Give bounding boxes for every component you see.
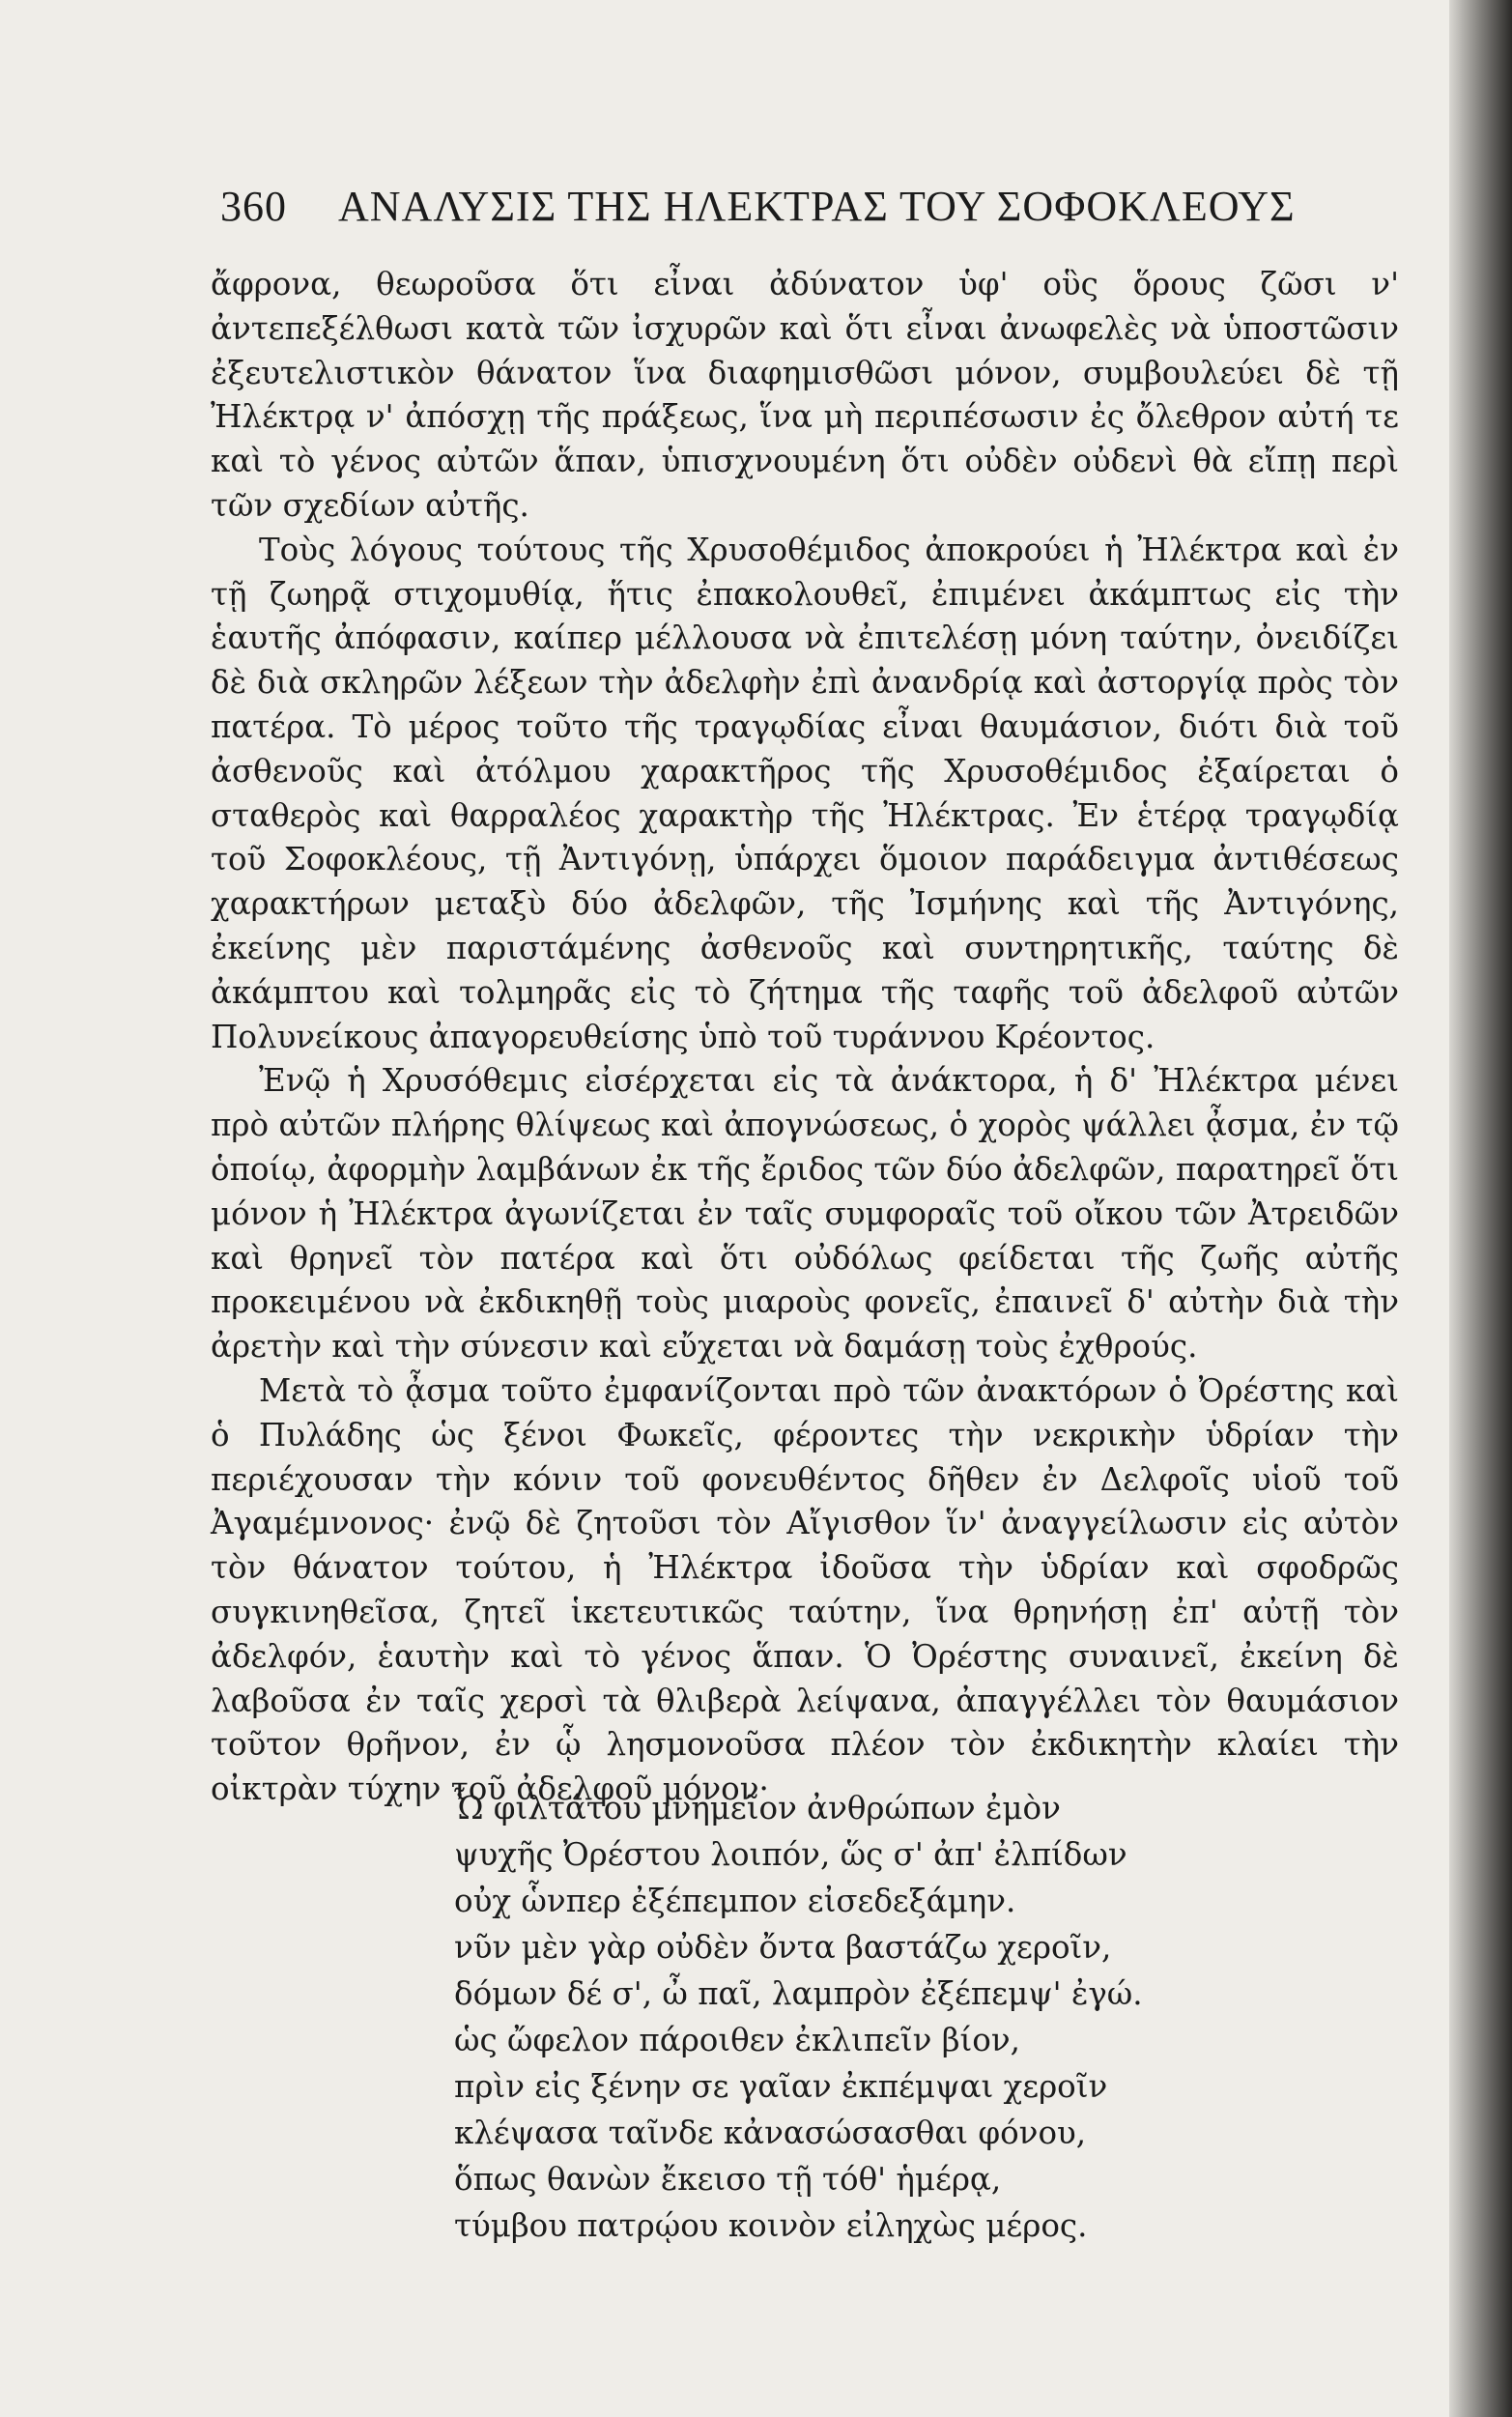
verse-quotation [454, 1785, 1324, 2249]
page-header [220, 182, 1302, 231]
verse-line: κλέψασα ταῖνδε κἀνασώσασθαι φόνου, [454, 2115, 1087, 2151]
paragraph: ἄφρονα, θεωροῦσα ὅτι εἶναι ἀδύνατον ὑφ' οὓς ὅρους ζῶσι ν' ἀντεπεξέλθωσι κατὰ τῶν ἰσχυρῶν καὶ ὅτι εἶναι ἀνωφελὲς νὰ ὑποστῶσιν ἐξευτελιστικὸν θάνατον ἵνα διαφημισθῶσι μόνον, συμβουλεύει δὲ τῇ Ἠλέκτρᾳ ν' ἀπόσχῃ τῆς πράξεως, ἵνα μὴ περιπέσωσιν ἐς ὄλεθρον αὐτή τε καὶ τὸ γένος αὐτῶν ἅπαν, ὑπισχνουμένη ὅτι οὐδὲν οὐδενὶ θὰ εἴπῃ περὶ τῶν σχεδίων αὐτῆς. [211, 266, 1399, 524]
verse-line: ὡς ὤφελον πάροιθεν ἐκλιπεῖν βίον, [454, 2022, 1020, 2058]
body-text [211, 263, 1399, 1812]
page-number: 360 [220, 183, 287, 230]
verse-line: οὐχ ὧνπερ ἐξέπεμπον εἰσεδεξάμην. [454, 1883, 1016, 1919]
verse-line: τύμβου πατρῴου κοινὸν εἰληχὼς μέρος. [454, 2207, 1088, 2244]
verse-line: ψυχῆς Ὀρέστου λοιπόν, ὥς σ' ἀπ' ἐλπίδων [454, 1836, 1127, 1873]
paragraph: Τοὺς λόγους τούτους τῆς Χρυσοθέμιδος ἀποκρούει ἡ Ἠλέκτρα καὶ ἐν τῇ ζωηρᾷ στιχομυθίᾳ, ἥτις ἐπακολουθεῖ, ἐπιμένει ἀκάμπτως εἰς τὴν ἑαυτῆς ἀπόφασιν, καίπερ μέλλουσα νὰ ἐπιτελέσῃ μόνη ταύτην, ὀνειδίζει δὲ διὰ σκληρῶν λέξεων τὴν ἀδελφὴν ἐπὶ ἀνανδρίᾳ καὶ ἀστοργίᾳ πρὸς τὸν πατέρα. Τὸ μέρος τοῦτο τῆς τραγῳδίας εἶναι θαυμάσιον, διότι διὰ τοῦ ἀσθενοῦς καὶ ἀτόλμου χαρακτῆρος τῆς Χρυσοθέμιδος ἐξαίρεται ὁ σταθερὸς καὶ θαρραλέος χαρακτὴρ τῆς Ἠλέκτρας. Ἐν ἑτέρᾳ τραγῳδίᾳ τοῦ Σοφοκλέους, τῇ Ἀντιγόνῃ, ὑπάρχει ὅμοιον παράδειγμα ἀντιθέσεως χαρακτήρων μεταξὺ δύο ἀδελφῶν, τῆς Ἰσμήνης καὶ τῆς Ἀντιγόνης, ἐκείνης μὲν παριστάμένης ἀσθενοῦς καὶ συντηρητικῆς, ταύτης δὲ ἀκάμπτου καὶ τολμηρᾶς εἰς τὸ ζήτημα τῆς ταφῆς τοῦ ἀδελφοῦ αὐτῶν Πολυνείκους ἀπαγορευθείσης ὑπὸ τοῦ τυράννου Κρέοντος. [211, 531, 1399, 1055]
verse-line: νῦν μὲν γὰρ οὐδὲν ὄντα βαστάζω χεροῖν, [454, 1929, 1112, 1966]
paragraph: Ἐνῷ ἡ Χρυσόθεμις εἰσέρχεται εἰς τὰ ἀνάκτορα, ἡ δ' Ἠλέκτρα μένει πρὸ αὐτῶν πλήρης θλίψεως καὶ ἀπογνώσεως, ὁ χορὸς ψάλλει ᾆσμα, ἐν τῷ ὁποίῳ, ἀφορμὴν λαμβάνων ἐκ τῆς ἔριδος τῶν δύο ἀδελφῶν, παρατηρεῖ ὅτι μόνον ἡ Ἠλέκτρα ἀγωνίζεται ἐν ταῖς συμφοραῖς τοῦ οἴκου τῶν Ἀτρειδῶν καὶ θρηνεῖ τὸν πατέρα καὶ ὅτι οὐδόλως φείδεται τῆς ζωῆς αὐτῆς προκειμένου νὰ ἐκδικηθῇ τοὺς μιαροὺς φονεῖς, ἐπαινεῖ δ' αὐτὴν διὰ τὴν ἀρετὴν καὶ τὴν σύνεσιν καὶ εὔχεται νὰ δαμάσῃ τοὺς ἐχθρούς. [211, 1062, 1399, 1366]
verse-line: ὅπως θανὼν ἔκεισο τῇ τόθ' ἡμέρᾳ, [454, 2161, 1002, 2198]
running-title: ΑΝΑΛΥΣΙΣ ΤΗΣ ΗΛΕΚΤΡΑΣ ΤΟΥ ΣΟΦΟΚΛΕΟΥΣ [338, 183, 1296, 230]
verse-line: δόμων δέ σ', ὦ παῖ, λαμπρὸν ἐξέπεμψ' ἐγώ. [454, 1975, 1143, 2012]
verse-line: πρὶν εἰς ξένην σε γαῖαν ἐκπέμψαι χεροῖν [454, 2068, 1108, 2105]
verse-line: Ὦ φιλτάτου μνημεῖον ἀνθρώπων ἐμὸν [454, 1790, 1061, 1827]
book-spine-shadow [1449, 0, 1512, 2417]
paragraph: Μετὰ τὸ ᾆσμα τοῦτο ἐμφανίζονται πρὸ τῶν ἀνακτόρων ὁ Ὀρέστης καὶ ὁ Πυλάδης ὡς ξένοι Φωκεῖς, φέροντες τὴν νεκρικὴν ὑδρίαν τὴν περιέχουσαν τὴν κόνιν τοῦ φονευθέντος δῆθεν ἐν Δελφοῖς υἱοῦ τοῦ Ἀγαμέμνονος· ἐνῷ δὲ ζητοῦσι τὸν Αἴγισθον ἵν' ἀναγγείλωσιν εἰς αὐτὸν τὸν θάνατον τούτου, ἡ Ἠλέκτρα ἰδοῦσα τὴν ὑδρίαν καὶ σφοδρῶς συγκινηθεῖσα, ζητεῖ ἱκετευτικῶς ταύτην, ἵνα θρηνήσῃ ἐπ' αὐτῇ τὸν ἀδελφόν, ἑαυτὴν καὶ τὸ γένος ἅπαν. Ὁ Ὀρέστης συναινεῖ, ἐκείνη δὲ λαβοῦσα ἐν ταῖς χερσὶ τὰ θλιβερὰ λείψανα, ἀπαγγέλλει τὸν θαυμάσιον τοῦτον θρῆνον, ἐν ᾧ λησμονοῦσα πλέον τὸν ἐκδικητὴν κλαίει τὴν οἰκτρὰν τύχην τοῦ ἀδελφοῦ μόνον· [211, 1371, 1399, 1808]
